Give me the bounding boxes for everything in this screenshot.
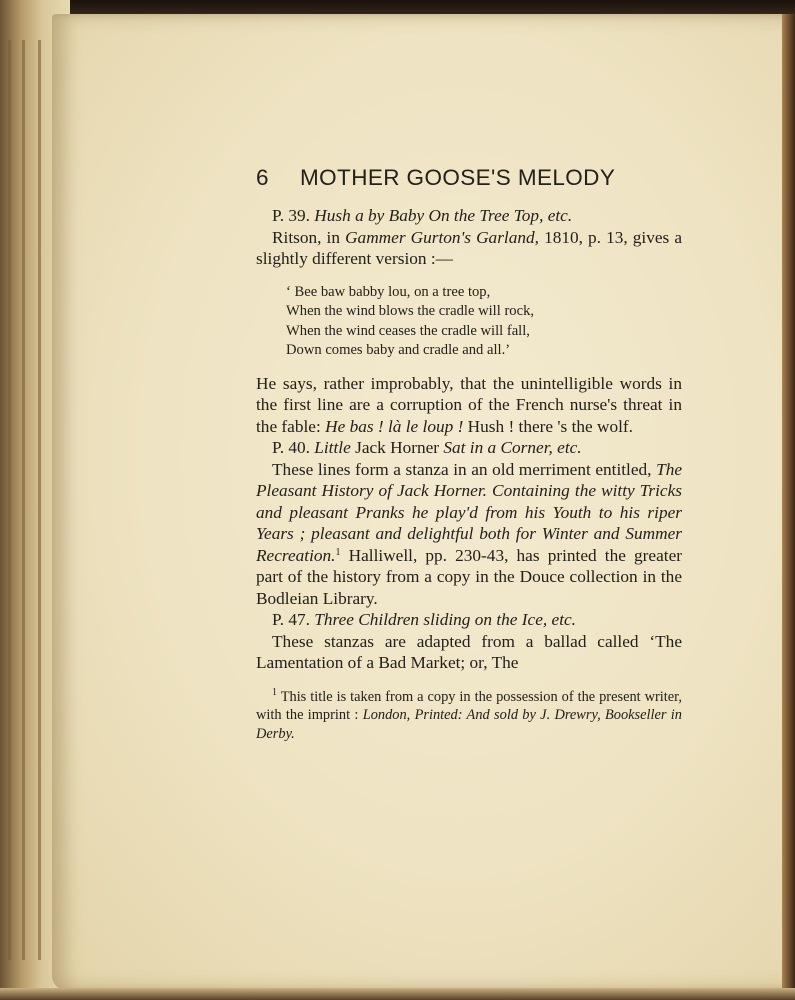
p40-body [256, 459, 682, 610]
page-reference: P. 39. [272, 206, 310, 225]
footnote-text: This title is taken from a copy in the possession of the present writer, with the imprint : [256, 688, 682, 723]
body-text: 1810, p. 13, gives a slightly different version :— [256, 227, 682, 268]
footnote [256, 688, 682, 744]
running-head [256, 165, 682, 191]
footnote-imprint: London, Printed: And sold by J. Drewry, Bookseller in Derby. [256, 707, 682, 742]
p39-heading [256, 205, 682, 227]
book-title: The Pleasant History of Jack Horner. Containing the witty Tricks and pleasant Pranks he play'd from his Youth to his riper Years ; pleasant and delightful both for Winter and Summer Recreation. [256, 459, 682, 565]
rhyme-title: Sat in a Corner, etc. [443, 438, 582, 457]
p47-heading [256, 609, 682, 631]
spine-stripe [38, 40, 41, 960]
rhyme-title: Little [314, 438, 351, 457]
running-title: MOTHER GOOSE'S MELODY [300, 165, 616, 190]
verse-line: When the wind blows the cradle will rock, [286, 303, 535, 319]
book-bottom-edge [0, 988, 795, 1000]
verse-line: ‘ Bee baw babby lou, on a tree top, [286, 283, 491, 300]
rhyme-title: Jack Horner [355, 438, 440, 457]
spine-stripe [8, 40, 11, 960]
spine-stripe [22, 40, 25, 960]
page-reference: P. 40. [272, 438, 310, 457]
body-text: Hush ! there 's the wolf. [467, 416, 633, 436]
book-title: Gammer Gurton's Garland, [345, 227, 539, 247]
body-text: Halliwell, pp. 230-43, has printed the greater part of the history from a copy in the Douce collection in the Bodleian Library. [256, 545, 682, 608]
rhyme-title: Three Children sliding on the Ice, etc. [314, 610, 576, 629]
verse-line: Down comes baby and cradle and all.’ [286, 342, 511, 358]
p40-heading [256, 437, 682, 459]
body-text: These stanzas are adapted from a ballad called ‘The Lamentation of a Bad Market; or, The [256, 631, 682, 672]
page-reference: P. 47. [272, 610, 310, 629]
verse-line: When the wind ceases the cradle will fall, [286, 322, 530, 339]
commentary-paragraph [256, 373, 682, 438]
body-text: He says, rather improbably, that the unintelligible words in the first line are a corruption of the French nurse's threat in the fable: [256, 373, 682, 436]
footnote-marker: 1 [272, 686, 277, 698]
footnote-marker: 1 [335, 546, 341, 558]
body-text: Ritson, in [272, 227, 340, 247]
french-phrase: He bas ! là le loup ! [325, 416, 464, 436]
rhyme-title: Hush a by Baby On the Tree Top, etc. [314, 206, 573, 225]
p39-body [256, 227, 682, 270]
body-text: These lines form a stanza in an old merriment entitled, [272, 459, 652, 479]
verse-quote [286, 283, 682, 361]
page-number: 6 [256, 165, 269, 190]
p47-body [256, 631, 682, 674]
page-text [256, 165, 682, 743]
book-right-edge [782, 14, 795, 1000]
